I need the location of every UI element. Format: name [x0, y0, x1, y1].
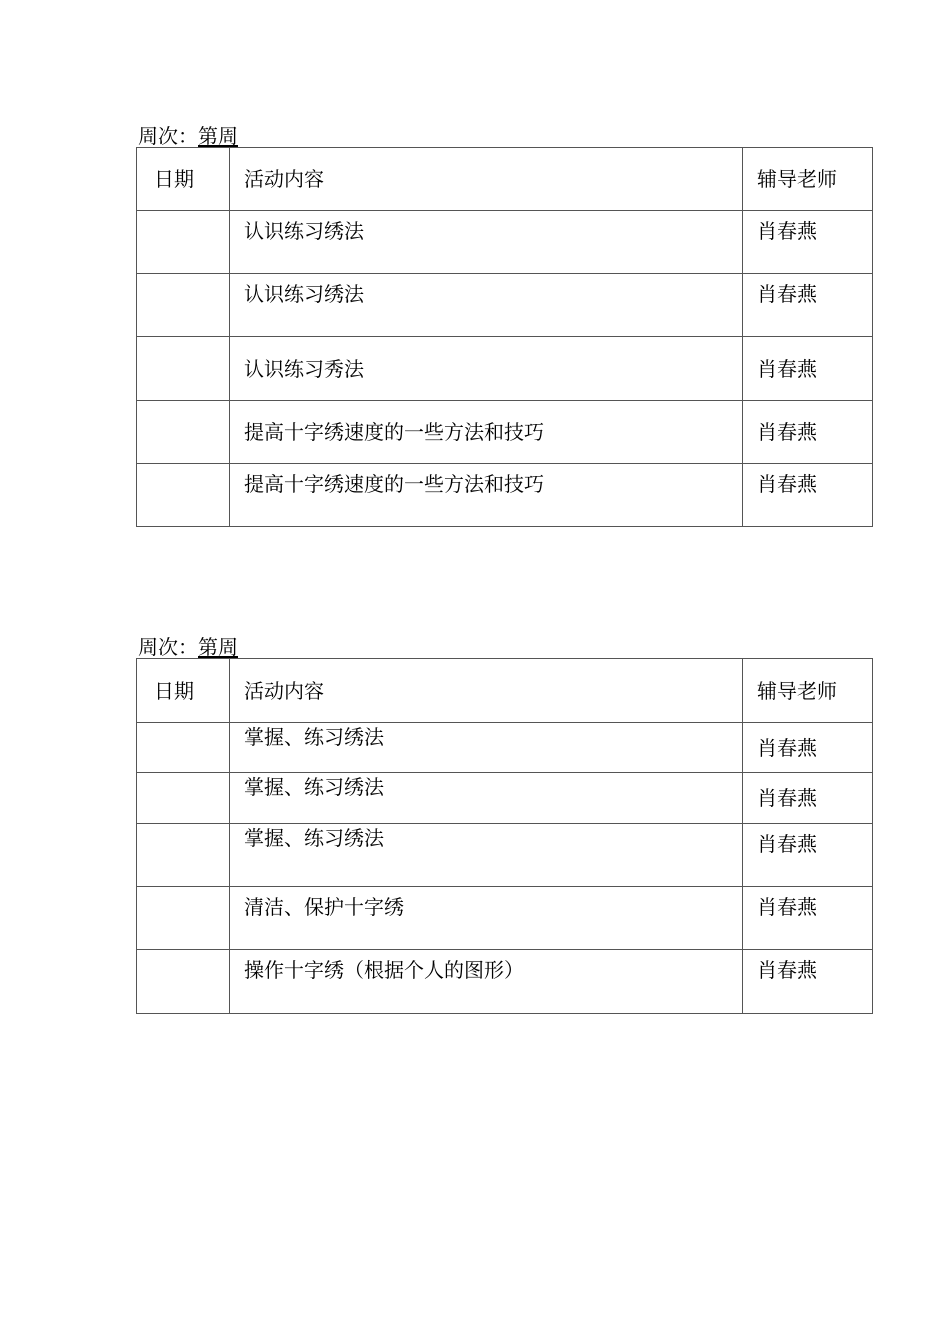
teacher-cell: 肖春燕 — [743, 211, 873, 274]
week-number: 第周 — [198, 635, 238, 659]
header-activity: 活动内容 — [230, 148, 743, 211]
activity-cell: 提高十字绣速度的一些方法和技巧 — [230, 464, 743, 527]
date-cell — [137, 723, 230, 773]
header-date: 日期 — [137, 148, 230, 211]
table-row — [137, 950, 873, 1014]
table-row — [137, 773, 873, 824]
schedule-table — [136, 658, 873, 1014]
date-cell — [137, 773, 230, 824]
activity-cell: 认识练习秀法 — [230, 337, 743, 401]
table-header-row — [137, 148, 873, 211]
schedule-table — [136, 147, 873, 527]
week-label-prefix: 周次： — [138, 635, 198, 659]
table-header-row — [137, 659, 873, 723]
week-number: 第周 — [198, 124, 238, 148]
date-cell — [137, 824, 230, 887]
teacher-cell: 肖春燕 — [743, 274, 873, 337]
date-cell — [137, 337, 230, 401]
teacher-cell: 肖春燕 — [743, 824, 873, 887]
activity-cell: 掌握、练习绣法 — [230, 723, 743, 773]
date-cell — [137, 211, 230, 274]
header-activity: 活动内容 — [230, 659, 743, 723]
header-teacher: 辅导老师 — [743, 659, 873, 723]
activity-cell: 操作十字绣（根据个人的图形） — [230, 950, 743, 1014]
date-cell — [137, 887, 230, 950]
date-cell — [137, 464, 230, 527]
teacher-cell: 肖春燕 — [743, 337, 873, 401]
activity-cell: 掌握、练习绣法 — [230, 773, 743, 824]
table-row — [137, 274, 873, 337]
date-cell — [137, 401, 230, 464]
date-cell — [137, 274, 230, 337]
table-row — [137, 464, 873, 527]
activity-cell: 提高十字绣速度的一些方法和技巧 — [230, 401, 743, 464]
activity-cell: 认识练习绣法 — [230, 274, 743, 337]
table-row — [137, 887, 873, 950]
teacher-cell: 肖春燕 — [743, 723, 873, 773]
table-row — [137, 401, 873, 464]
table-row — [137, 337, 873, 401]
week-label — [138, 635, 238, 659]
teacher-cell: 肖春燕 — [743, 950, 873, 1014]
date-cell — [137, 950, 230, 1014]
week-label-prefix: 周次： — [138, 124, 198, 148]
table-row — [137, 211, 873, 274]
teacher-cell: 肖春燕 — [743, 464, 873, 527]
activity-cell: 掌握、练习绣法 — [230, 824, 743, 887]
teacher-cell: 肖春燕 — [743, 773, 873, 824]
week-label — [138, 124, 238, 148]
teacher-cell: 肖春燕 — [743, 887, 873, 950]
activity-cell: 清洁、保护十字绣 — [230, 887, 743, 950]
table-row — [137, 824, 873, 887]
header-teacher: 辅导老师 — [743, 148, 873, 211]
header-date: 日期 — [137, 659, 230, 723]
activity-cell: 认识练习绣法 — [230, 211, 743, 274]
teacher-cell: 肖春燕 — [743, 401, 873, 464]
table-row — [137, 723, 873, 773]
